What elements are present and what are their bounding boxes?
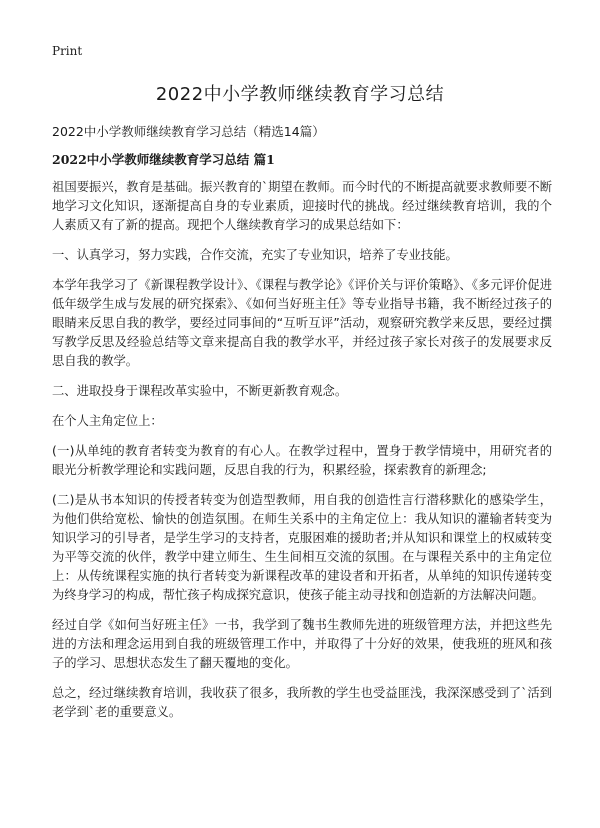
paragraph-role-intro: 在个人主角定位上： — [52, 414, 163, 428]
paragraph-intro: 祖国要振兴，教育是基础。振兴教育的`期望在教师。而今时代的不断提高就要求教师要不断地学习文化知识，逐渐提高自身的专业素质，迎接时代的挑战。经过继续教育培训，我的个人素质又有了新的提高。现把个人继续教育学习的成果总结如下： — [52, 180, 552, 232]
paragraph-conclusion: 总之，经过继续教育培训，我收获了很多，我所教的学生也受益匪浅，我深深感受到了`活到老学到`老的重要意义。 — [52, 686, 552, 719]
paragraph-point-two: 二、进取投身于课程改革实验中，不断更新教育观念。 — [52, 384, 348, 398]
paragraph-study-books: 本学年我学习了《新课程教学设计》、《课程与教学论》《评价关与评价策略》、《多元评价促进低年级学生成与发展的研究探索》、《如何当好班主任》等专业指导书籍，我不断经过孩子的眼睛来反思自我的教学，要经过同事间的“互听互评”活动，观察研究教学来反思，要经过撰写教学反思及经验总结等文章来提高自我的教学水平，并经过孩子家长对孩子的发展要求反思自我的教学。 — [52, 278, 552, 368]
paragraph-role-one: (一)从单纯的教育者转变为教育的有心人。在教学过程中，置身于教学情境中，用研究者的眼光分析教学理论和实践问题，反思自我的行为，积累经验，探索教育的新理念; — [52, 444, 552, 477]
print-label: Print — [52, 44, 83, 58]
document-title: 2022中小学教师继续教育学习总结 — [155, 84, 445, 105]
paragraph-point-one: 一、认真学习，努力实践，合作交流，充实了专业知识，培养了专业技能。 — [52, 248, 458, 262]
document-body — [52, 178, 552, 733]
paragraph-role-two: (二)是从书本知识的传授者转变为创造型教师，用自我的创造性言行潜移默化的感染学生，为他们供给宽松、愉快的创造氛围。在师生关系中的主角定位上：我从知识的灌输者转变为知识学习的引导者，是学生学习的支持者，克服困难的援助者;并从知识和课堂上的权威转变为平等交流的伙伴，教学中建立师生、生生间相互交流的氛围。在与课程关系中的主角定位上：从传统课程实施的执行者转变为新课程改革的建设者和开拓者，从单纯的知识传递转变为终身学习的构成，帮忙孩子构成探究意识，使孩子能主动寻找和创造新的方法解决问题。 — [52, 493, 552, 602]
document-subtitle: 2022中小学教师继续教育学习总结（精选14篇） — [52, 124, 325, 139]
paragraph-self-study: 经过自学《如何当好班主任》一书，我学到了魏书生教师先进的班级管理方法，并把这些先进的方法和理念运用到自我的班级管理工作中，并取得了十分好的效果，使我班的班风和孩子的学习、思想状态发生了翻天覆地的变化。 — [52, 618, 552, 670]
section-heading: 2022中小学教师继续教育学习总结 篇1 — [52, 152, 275, 167]
